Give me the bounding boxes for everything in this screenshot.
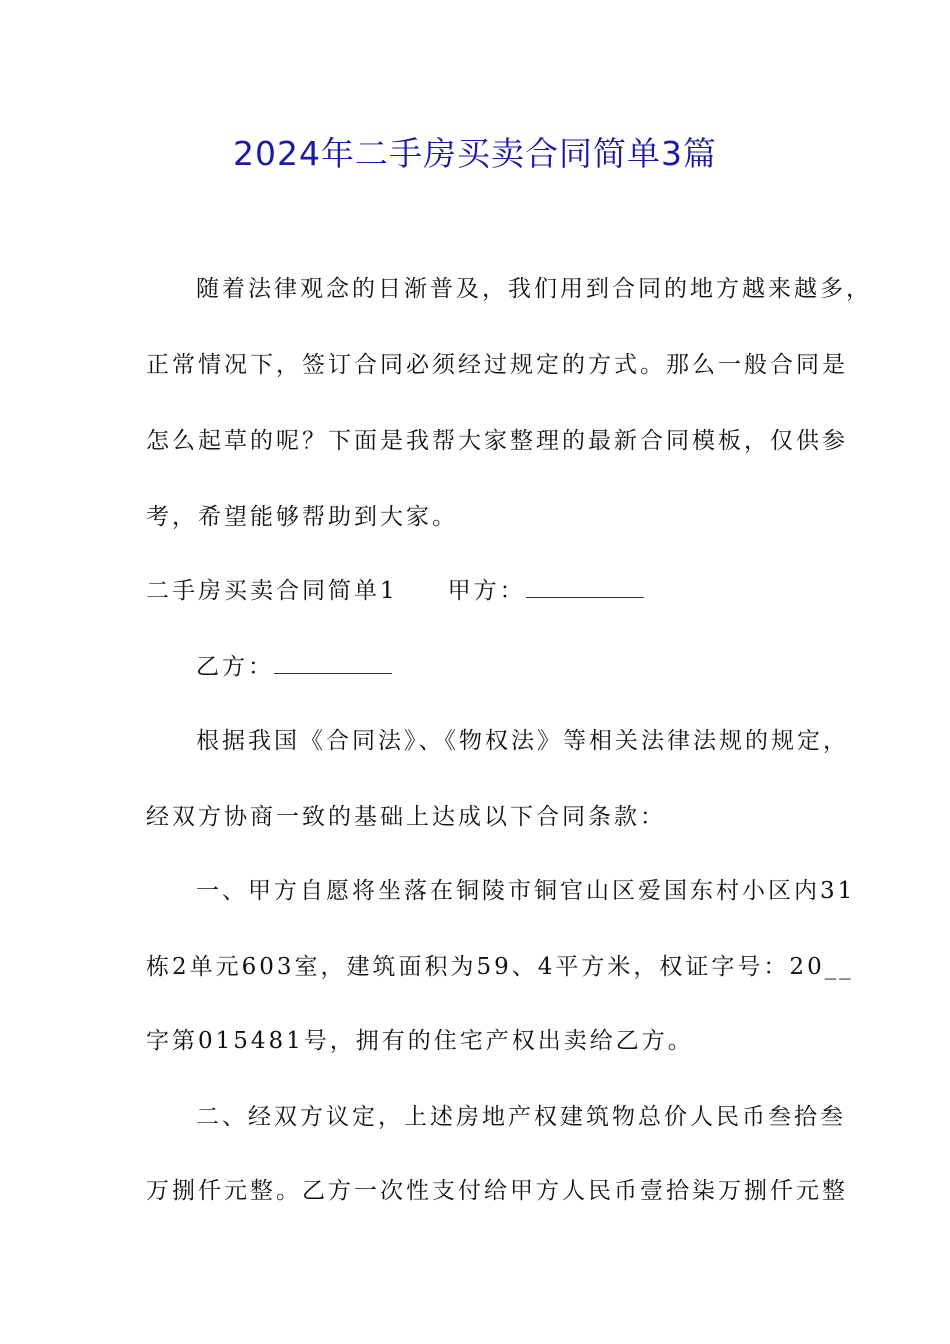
clause2-line: 二、经双方议定，上述房地产权建筑物总价人民币叁拾叁: [196, 1104, 846, 1130]
party-a-label: 甲方：: [447, 578, 526, 604]
basis-line: 根据我国《合同法》、《物权法》等相关法律法规的规定，: [196, 728, 849, 754]
document-title: 2024年二手房买卖合同简单3篇: [233, 134, 717, 173]
basis-line: 经双方协商一致的基础上达成以下合同条款：: [146, 804, 666, 830]
clause2-line: 万捌仟元整。乙方一次性支付给甲方人民币壹拾柒万捌仟元整: [146, 1178, 848, 1204]
party-b-line: [196, 648, 876, 681]
intro-line: 随着法律观念的日渐普及，我们用到合同的地方越来越多，: [196, 276, 872, 302]
contract-heading-line: [146, 572, 826, 605]
party-a-blank: [526, 575, 644, 598]
party-b-blank: [274, 651, 392, 674]
clause1-line: 字第015481号，拥有的住宅产权出卖给乙方。: [146, 1028, 694, 1054]
intro-line: 正常情况下，签订合同必须经过规定的方式。那么一般合同是: [146, 352, 848, 378]
intro-line: 考，希望能够帮助到大家。: [146, 504, 458, 530]
intro-line: 怎么起草的呢？下面是我帮大家整理的最新合同模板，仅供参: [146, 428, 848, 454]
clause1-line: 栋2单元603室，建筑面积为59、4平方米，权证字号：20__: [146, 954, 854, 980]
party-b-label: 乙方：: [196, 654, 274, 680]
clause1-line: 一、甲方自愿将坐落在铜陵市铜官山区爱国东村小区内31: [196, 878, 856, 904]
contract-heading: 二手房买卖合同简单1: [146, 578, 398, 604]
